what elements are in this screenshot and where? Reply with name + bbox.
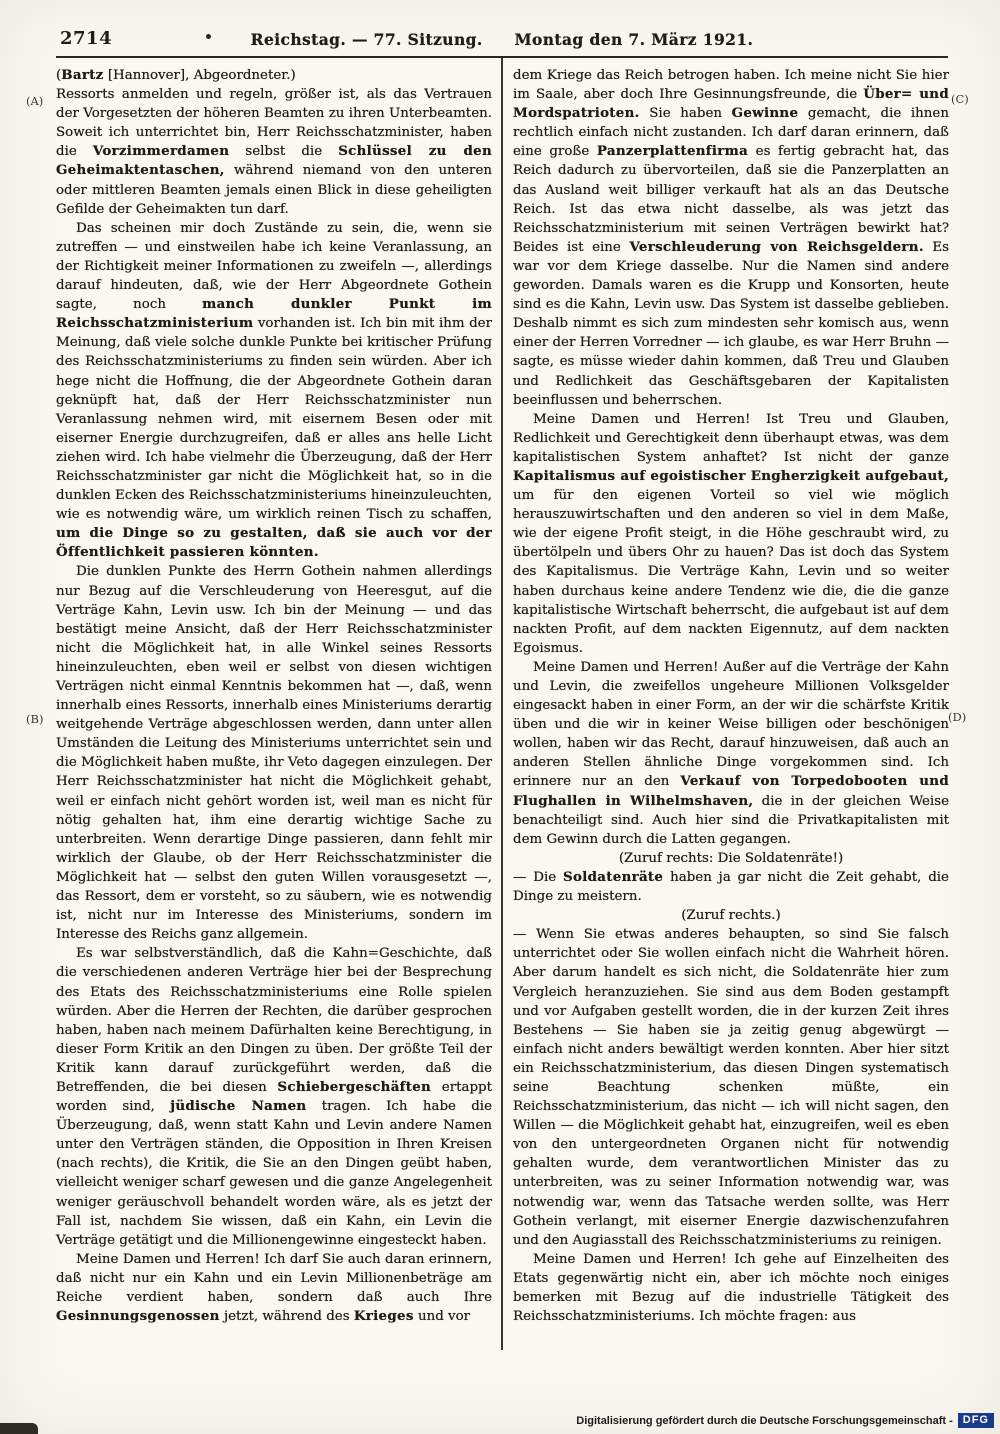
emphasized-text: Bartz <box>61 67 104 83</box>
emphasized-text: um die Dinge so zu gestalten, daß sie auch vor der Öffentlichkeit passieren könnten. <box>56 525 492 561</box>
body-text: Es war selbstverständlich, daß die Kahn=Geschichte, daß die verschiedenen anderen Verträge hier bei der Besprechung des Etats des Reichsschatzministeriums eine Rolle spielen würden. Aber die Herren der Rechten, die darüber gesprochen haben, haben nach meinem Dafürhalten keine Berechtigung, in dieser Form Kritik an den Dingen zu üben. Der größte Teil der Kritik kann darauf zurückgeführt werden, daß die Betreffenden, die bei diesen <box>56 946 492 1095</box>
body-text: Meine Damen und Herren! Ist Treu und Glauben, Redlichkeit und Gerechtigkeit denn überhaupt etwas, was dem kapitalistischen System anhaftet? Ist nicht der ganze <box>513 411 949 465</box>
paragraph <box>56 85 492 219</box>
paragraph <box>513 849 949 868</box>
body-text: die in der gleichen Weise benachteiligt sind. Auch hier sind die Privatkapitalisten mit dem Gewinn durch die Latten gegangen. <box>513 793 949 847</box>
page-number: 2714 <box>60 28 113 49</box>
body-text: ( <box>56 68 62 83</box>
body-text: jetzt, während des <box>219 1309 354 1325</box>
paragraph <box>56 1250 492 1326</box>
body-text: tragen. Ich habe die Überzeugung, daß, wenn statt Kahn und Levin andere Namen unter den Verträgen ständen, die Opposition in Ihren Kreisen (nach rechts), die Kritik, die Sie an den Dingen geübt haben, vielleicht weniger scharf gewesen und die ganze Angelegenheit weniger geräuschvoll behandelt worden wäre, als es jetzt der Fall ist, nachdem Sie wissen, daß ein Kahn, ein Levin die Verträge getätigt und die Millionengewinne eingesteckt haben. <box>56 1099 493 1248</box>
paragraph <box>513 66 949 410</box>
body-text: und vor <box>413 1309 471 1325</box>
body-text: — Die <box>513 869 564 885</box>
paragraph <box>56 944 492 1250</box>
emphasized-text: Verkauf von Torpedobooten und Flughallen in Wilhelmshaven, <box>513 773 949 809</box>
emphasized-text: Gewinne <box>731 105 799 122</box>
margin-mark-c: (C) <box>951 92 969 106</box>
right-column <box>513 66 949 1326</box>
body-text: dem Kriege das Reich betrogen haben. Ich meine nicht Sie hier im Saale, aber doch Ihre Gesinnungsfreunde, die <box>513 68 949 103</box>
body-text: (Zuruf rechts: Die Soldatenräte!) <box>618 850 844 866</box>
margin-mark-a: (A) <box>26 94 44 108</box>
body-text: [Hannover], Abgeordneter.) <box>103 68 296 83</box>
margin-mark-d: (D) <box>948 710 967 724</box>
paragraph <box>513 906 949 925</box>
body-text: es fertig gebracht hat, das Reich dadurch zu übervorteilen, daß sie die Panzerplatten an das Ausland weit billiger verkauft hat als an das Deutsche Reich. Ist das etwa nicht dasselbe, als was jetzt das Reichsschatzministerium mit seinen Verträgen bewirkt hat? Beides ist eine <box>513 144 949 255</box>
emphasized-text: Panzerplattenfirma <box>596 143 749 160</box>
emphasized-text: jüdische Namen <box>170 1098 307 1115</box>
paragraph <box>513 1250 949 1326</box>
body-text: Das scheinen mir doch Zustände zu sein, die, wenn sie zutreffen — und einstweilen habe ich keine Veranlassung, an der Richtigkeit meiner Informationen zu zweifeln —, allerdings darauf hindeuten, daß, wie der Herr Abgeordnete Gothein sagte, noch <box>56 220 492 313</box>
page-header <box>56 26 948 58</box>
paragraph <box>513 868 949 906</box>
emphasized-text: Schlüssel zu den Geheimaktentaschen, <box>56 143 492 179</box>
body-text: haben ja gar nicht die Zeit gehabt, die Dinge zu meistern. <box>513 869 949 905</box>
body-text: während niemand von den unteren oder mittleren Beamten jemals einen Blick in diese geheiligten Gefilde der Geheimakten tun darf. <box>56 163 492 217</box>
emphasized-text: Kapitalismus auf egoistischer Engherzigkeit aufgebaut, <box>513 467 949 484</box>
body-text: Die dunklen Punkte des Herrn Gothein nahmen allerdings nur Bezug auf die Verschleuderung von Heeresgut, auf die Verträge Kahn, Levin usw. Ich bin der Meinung — und das bestätigt meine Ansicht, daß der Herr Reichsschatzminister nicht die Möglichkeit hat, in alle Winkel seines Ressorts hineinzuleuchten, eben weil er selbst von diesen wichtigen Verträgen nicht einmal Kenntnis bekommen hat —, daß, wenn innerhalb eines Ressorts, innerhalb eines Ministeriums derartig weitgehende Verträge abgeschlossen werden, dann unter allen Umständen die Leitung des Ministeriums unterrichtet sein und die Möglichkeit haben mußte, ihr Veto dagegen einzulegen. Der Herr Reichsschatzminister hat nicht die Möglichkeit gehabt, weil er einfach nicht gehört worden ist, weil man es nicht für nötig gehalten hat, ihm eine derartig wichtige Sache zu unterbreiten. Wenn derartige Dinge passieren, dann fehlt mir wirklich der Glaube, ob der Herr Reichsschatzminister die Möglichkeit hat — selbst den guten Willen vorausgesetzt —, das Ressort, dem er vorsteht, so zu säubern, wie es notwendig ist, nicht nur im Interesse des Ministeriums, sondern im Interesse des Reichs ganz allgemein. <box>56 564 492 943</box>
paragraph <box>513 410 949 658</box>
emphasized-text: Verschleuderung von Reichsgeldern. <box>629 238 924 255</box>
body-text: um für den eigenen Vorteil so viel wie möglich herauszuwirtschaften und den anderen so viel in dem Maße, wie der eigene Profit steigt, in die Höhe geschraubt wird, zu übertölpeln und übers Ohr zu hauen? Das ist doch das System des Kapitalismus. Die Verträge Kahn, Levin und so weiter haben durchaus keine andere Tendenz wie die, die die ganze kapitalistische Wirtschaft beherrscht, die aufgebaut ist auf dem nackten Profit, auf dem nackten Eigennutz, auf dem nackten Egoismus. <box>513 488 949 656</box>
body-text: Meine Damen und Herren! Ich darf Sie auch daran erinnern, daß nicht nur ein Kahn und ein Levin Millionenbeträge am Reiche verdient haben, sondern daß auch Ihre <box>56 1251 492 1305</box>
body-text: Meine Damen und Herren! Außer auf die Verträge der Kahn und Levin, die zweifellos ungeheure Millionen Volksgelder eingesackt haben in einer Form, an der wir die schärfste Kritik üben und die wir in keiner Weise billigen oder beschönigen wollen, haben wir das Recht, darauf hinzuweisen, daß auch an anderen Stellen ähnliche Dinge vorgekommen sind. Ich erinnere nur an den <box>513 659 949 790</box>
body-text: Meine Damen und Herren! Ich gehe auf Einzelheiten des Etats gegenwärtig nicht ein, aber ich möchte noch einiges bemerken mit Bezug auf die industrielle Tätigkeit des Reichsschatzministeriums. Ich möchte fragen: aus <box>513 1251 949 1325</box>
session-date: Montag den 7. März 1921. <box>514 30 754 49</box>
column-divider <box>501 58 503 1350</box>
body-text: ertappt worden sind, <box>56 1079 492 1115</box>
digitization-footer <box>576 1413 994 1428</box>
body-text: Es war vor dem Kriege dasselbe. Nur die Namen sind andere geworden. Damals waren es die Krupp und Konsorten, heute sind es die Kahn, Levin usw. Das System ist dasselbe geblieben. Deshalb nimmt es sich zum mindesten sehr komisch aus, wenn einer der Herren Vorredner — ich glaube, es war Herr Bruhn — sagte, es müsse wieder dahin kommen, daß Treu und Glauben und Redlichkeit das Geschäftsgebaren der Kapitalisten beeinflussen und beherrschen. <box>513 239 950 408</box>
body-text: — Wenn Sie etwas anderes behaupten, so sind Sie falsch unterrichtet oder Sie wollen einfach nicht die Wahrheit hören. Aber darum handelt es sich nicht, die Soldatenräte hier zum Vergleich heranzuziehen. Sie sind aus dem Boden gestampft und vor Aufgaben gestellt worden, die in der kurzen Zeit ihres Bestehens — Sie haben sie ja zeitig genug abgewürgt — einfach nicht anders bewältigt werden konnten. Aber hier sitzt ein Reichsschatzministerium, das diesen Dingen systematisch seine Beachtung schenken müßte, ein Reichsschatzministerium, das nicht — ich will nicht sagen, den Willen — die Möglichkeit gehabt hat, einzugreifen, weil es eben von den untergeordneten Organen nicht für notwendig gehalten wurde, dem verantwortlichen Minister das zu unterbreiten, was zu seiner Information notwendig war, was notwendig war, wenn das Tatsache werden sollte, was Herr Gothein verlangt, mit eiserner Energie dazwischenzufahren und den Augiasstall des Reichsschatzministeriums zu reinigen. <box>513 927 949 1248</box>
emphasized-text: Über= und Mordspatrioten. <box>513 86 949 122</box>
paragraph <box>56 219 492 563</box>
body-text: (Zuruf rechts.) <box>681 908 781 924</box>
body-text: gemacht, die ihnen rechtlich einfach nicht zustanden. Ich darf daran erinnern, daß eine große <box>513 106 949 160</box>
paragraph <box>56 562 492 944</box>
body-text: Ressorts anmelden und regeln, größer ist, als das Vertrauen der Vorgesetzten der höheren Beamten zu ihren Unterbeamten. Soweit ich unterrichtet bin, Herr Reichsschatzminister, haben die <box>56 87 492 160</box>
body-text: Sie haben <box>639 106 732 122</box>
digitization-credit: Digitalisierung gefördert durch die Deutsche Forschungsgemeinschaft - <box>576 1414 953 1427</box>
emphasized-text: Krieges <box>353 1308 414 1325</box>
body-text: selbst die <box>229 144 339 160</box>
left-column <box>56 66 492 1326</box>
dfg-logo: DFG <box>958 1413 994 1428</box>
header-title <box>56 30 948 49</box>
emphasized-text: manch dunkler Punkt im Reichsschatzministerium <box>56 296 493 332</box>
emphasized-text: Gesinnungsgenossen <box>56 1308 220 1325</box>
emphasized-text: Schiebergeschäften <box>277 1078 432 1095</box>
emphasized-text: Vorzimmerdamen <box>92 143 230 160</box>
paragraph <box>513 658 949 849</box>
emphasized-text: Soldatenräte <box>563 868 664 885</box>
scan-artifact <box>0 1423 38 1434</box>
session-title: Reichstag. — 77. Sitzung. <box>250 30 483 49</box>
margin-mark-b: (B) <box>26 712 44 726</box>
paragraph <box>513 925 949 1250</box>
paragraph <box>56 66 492 85</box>
body-text: vorhanden ist. Ich bin mit ihm der Meinung, daß viele solche dunkle Punkte bei kritischer Prüfung des Reichsschatzministeriums zu finden sein würden. Aber ich hege nicht die Hoffnung, die der Abgeordnete Gothein daran geknüpft hat, daß der Herr Reichsschatzminister nun Veranlassung nehmen wird, mit eisernem Besen oder mit eiserner Energie durchzugreifen, daß er alles ans helle Licht ziehen wird. Ich habe vielmehr die Überzeugung, daß der Herr Reichsschatzminister gar nicht die Möglichkeit hat, so in die dunklen Ecken des Reichsschatzministeriums hineinzuleuchten, wie es notwendig wäre, um wirklich reinen Tisch zu schaffen, <box>56 316 492 523</box>
